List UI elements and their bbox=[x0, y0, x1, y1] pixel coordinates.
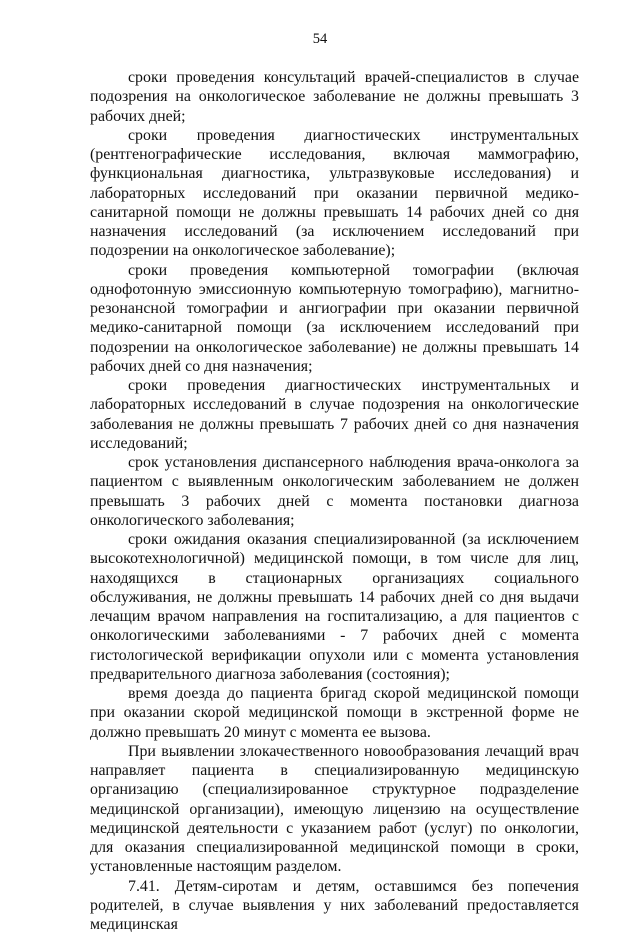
paragraph-specialized-care-terms: сроки ожидания оказания специализированной (за исключением высокотехнологичной) медицинской помощи, в том числе для лиц, находящихся в стационарных организациях социального обслуживания, не должны превышать 14 рабочих дней со дня выдачи лечащим врачом направления на госпитализацию, а для пациентов с онкологическими заболеваниями - 7 рабочих дней с момента гистологической верификации опухоли или с момента установления предварительного диагноза заболевания (состояния); bbox=[90, 530, 579, 684]
paragraph-ambulance-arrival-time: время доезда до пациента бригад скорой медицинской помощи при оказании скорой медицинской помощи в экстренной форме не должно превышать 20 минут с момента ее вызова. bbox=[90, 684, 579, 742]
paragraph-malignancy-referral: При выявлении злокачественного новообразования лечащий врач направляет пациента в специализированную медицинскую организацию (специализированное структурное подразделение медицинской организации), имеющую лицензию на осуществление медицинской деятельности с указанием работ (услуг) по онкологии, для оказания специализированной медицинской помощи в сроки, установленные настоящим разделом. bbox=[90, 742, 579, 877]
paragraph-diagnostic-terms: сроки проведения диагностических инструментальных (рентгенографические исследования, включая маммографию, функциональная диагностика, ультразвуковые исследования) и лабораторных исследований при оказании первичной медико-санитарной помощи не должны превышать 14 рабочих дней со дня назначения исследований (за исключением исследований при подозрении на онкологическое заболевание); bbox=[90, 126, 579, 261]
paragraph-consultation-terms: сроки проведения консультаций врачей-специалистов в случае подозрения на онкологическое заболевание не должны превышать 3 рабочих дней; bbox=[90, 68, 579, 126]
paragraph-oncology-diagnostics-terms: сроки проведения диагностических инструментальных и лабораторных исследований в случае подозрения на онкологические заболевания не должны превышать 7 рабочих дней со дня назначения исследований; bbox=[90, 376, 579, 453]
document-body bbox=[90, 68, 579, 934]
paragraph-tomography-terms: сроки проведения компьютерной томографии (включая однофотонную эмиссионную компьютерную томографию), магнитно-резонансной томографии и ангиографии при оказании первичной медико-санитарной помощи (за исключением исследований при подозрении на онкологическое заболевание) не должны превышать 14 рабочих дней со дня назначения; bbox=[90, 261, 579, 377]
page-number: 54 bbox=[0, 30, 640, 48]
paragraph-dispensary-observation-terms: срок установления диспансерного наблюдения врача-онколога за пациентом с выявленным онкологическим заболеванием не должен превышать 3 рабочих дней с момента постановки диагноза онкологического заболевания; bbox=[90, 453, 579, 530]
paragraph-section-7-41: 7.41. Детям-сиротам и детям, оставшимся без попечения родителей, в случае выявления у них заболеваний предоставляется медицинская bbox=[90, 877, 579, 934]
